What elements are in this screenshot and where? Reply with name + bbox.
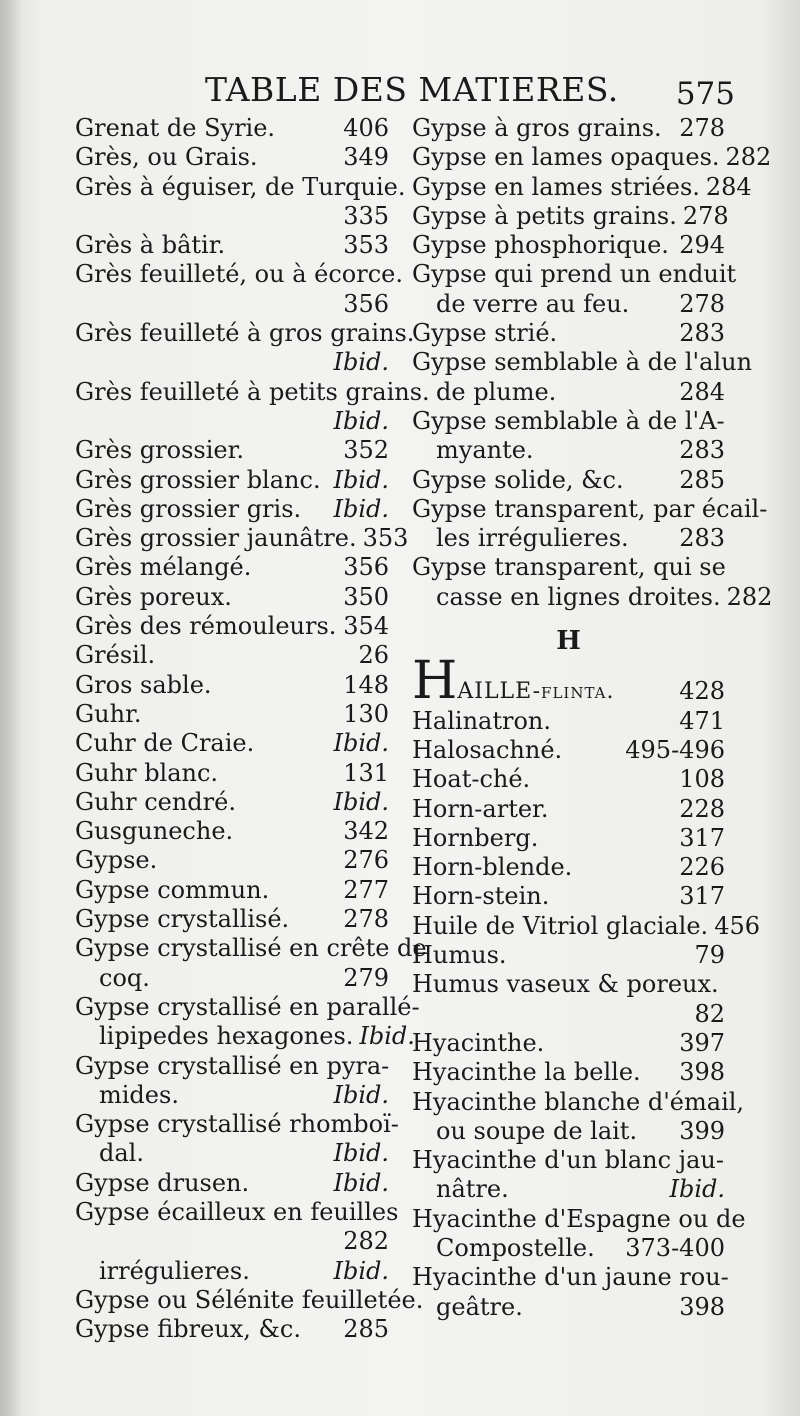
- index-entry-page: 279: [343, 963, 389, 992]
- index-entry-text: Gypse ou Sélénite feuilletée.: [75, 1285, 424, 1314]
- index-entry-text: Grès feuilleté, ou à écorce.: [75, 260, 403, 289]
- index-entry-text: Hornberg.: [412, 823, 539, 852]
- index-entry-page: 131: [343, 758, 389, 787]
- index-entry-text: Grès grossier blanc.: [75, 465, 321, 494]
- index-entry-page: 397: [679, 1028, 725, 1057]
- index-entry-text: Gypse strié.: [412, 319, 558, 348]
- index-entry: [75, 1197, 399, 1227]
- index-entry-page: 282: [726, 582, 773, 611]
- index-entry-page: 353: [362, 524, 409, 553]
- index-entry-text: les irrégulieres.: [436, 524, 629, 553]
- index-entry: [75, 1285, 424, 1315]
- index-entry: [75, 231, 389, 260]
- index-entry-text: Gypse solide, &c.: [412, 465, 624, 494]
- index-entry-text: Humus vaseux & poreux.: [412, 970, 719, 999]
- index-entry-text: Halosachné.: [412, 735, 563, 764]
- index-entry: [75, 934, 427, 963]
- index-entry-page: 284: [679, 377, 725, 406]
- index-entry-text: Guhr.: [75, 699, 142, 728]
- index-entry-page: 277: [343, 875, 389, 904]
- index-entry-page: 284: [705, 172, 752, 201]
- index-entry-text: Gros sable.: [75, 670, 212, 699]
- index-entry-page: Ibid.: [333, 465, 389, 494]
- index-entry: [75, 876, 389, 905]
- index-entry: [412, 1029, 725, 1058]
- index-entry-text: Compostelle.: [436, 1233, 595, 1262]
- index-entry: [412, 407, 725, 436]
- index-entry-page: 428: [679, 677, 725, 706]
- index-entry-page: 294: [679, 231, 725, 260]
- index-entry-page: 406: [343, 114, 389, 142]
- index-entry-text: Gypse écailleux en feuilles: [75, 1197, 399, 1226]
- index-entry-page: 283: [679, 319, 725, 348]
- index-entry: [75, 1081, 389, 1110]
- index-entry: [412, 319, 725, 348]
- index-entry-text: Gypse transparent, par écail-: [412, 494, 768, 523]
- index-entry: [412, 201, 729, 231]
- index-entry: [75, 202, 389, 231]
- index-entry: [75, 1139, 389, 1168]
- index-entry-text: Guhr cendré.: [75, 787, 236, 816]
- index-entries-h: [412, 706, 760, 1322]
- index-entry-text: Gypse transparent, qui se: [412, 553, 726, 582]
- index-entry-text: Gypse fibreux, &c.: [75, 1315, 301, 1344]
- index-entry-text: Hyacinthe la belle.: [412, 1058, 641, 1087]
- index-entry-page: 456: [714, 911, 760, 940]
- index-entry: [412, 795, 725, 824]
- index-entry: [75, 641, 389, 670]
- index-entry-page: 283: [679, 436, 725, 465]
- index-entry-page: 26: [358, 641, 389, 670]
- index-entry: [412, 553, 725, 582]
- index-entry-page: Ibid.: [669, 1175, 725, 1204]
- index-entry: [75, 407, 389, 436]
- index-entry: [412, 970, 725, 999]
- index-entry: [412, 765, 725, 794]
- index-entry-text: Gypse drusen.: [75, 1168, 250, 1197]
- index-entry: [75, 319, 415, 348]
- index-entry-page: 228: [679, 794, 725, 823]
- index-entry-page: 278: [682, 201, 729, 230]
- index-entry-page: 283: [679, 524, 725, 553]
- index-entry-page: 282: [725, 143, 772, 172]
- index-entry-text: Grès feuilleté à petits grains.: [75, 377, 430, 406]
- index-entry-text: Hyacinthe d'un jaune rou-: [412, 1263, 729, 1292]
- index-column-left: [75, 114, 430, 1344]
- index-entry-page: 398: [679, 1292, 725, 1321]
- index-entry-page: Ibid.: [333, 1256, 389, 1285]
- index-entry: [412, 172, 752, 202]
- index-entry: [412, 582, 773, 612]
- index-entry: [75, 1227, 389, 1256]
- index-entry-page: 317: [679, 882, 725, 911]
- index-entry-text: Gypse en lames striées.: [412, 172, 700, 201]
- index-entry: [75, 524, 409, 553]
- index-entry-text: Grès poreux.: [75, 582, 232, 611]
- index-entry-text: geâtre.: [436, 1292, 523, 1321]
- index-entry: [75, 729, 389, 758]
- index-entry: [412, 466, 725, 495]
- index-entry: [75, 172, 406, 202]
- index-entry-page: 356: [343, 289, 389, 318]
- index-entry-text: Gypse crystallisé en crête de: [75, 934, 427, 963]
- index-entry-text: Grès, ou Grais.: [75, 143, 258, 172]
- index-entry-text: Gypse.: [75, 846, 158, 875]
- index-entry: [412, 524, 725, 553]
- index-entry: [412, 1087, 745, 1117]
- index-entry: [412, 114, 725, 143]
- index-entry: [75, 436, 389, 465]
- index-entry-page: 317: [679, 823, 725, 852]
- index-entry-page: 471: [679, 706, 725, 735]
- index-entry-text: Horn-blende.: [412, 853, 573, 882]
- index-entry: [75, 495, 389, 524]
- index-entry: [75, 788, 389, 817]
- index-entry: [75, 1169, 389, 1198]
- index-entry-text: irrégulieres.: [99, 1256, 250, 1285]
- index-entry-page: Ibid.: [333, 787, 389, 816]
- index-entry: [75, 583, 389, 612]
- index-entry: [412, 1175, 725, 1204]
- index-entry: [412, 824, 725, 853]
- index-entry: [412, 260, 737, 289]
- index-entry: [75, 817, 389, 846]
- index-entry: [412, 494, 768, 524]
- index-entry: [412, 1146, 725, 1175]
- index-entry: [412, 1204, 746, 1234]
- index-entry-page: Ibid.: [333, 1080, 389, 1109]
- index-entry: [412, 707, 725, 736]
- index-entry: [75, 1257, 389, 1286]
- index-entry: [412, 1234, 725, 1263]
- index-entry-text: Gypse à petits grains.: [412, 201, 677, 230]
- index-entry-text: Hyacinthe.: [412, 1028, 545, 1057]
- index-entry-page: 353: [343, 231, 389, 260]
- index-entry-text: Gypse à gros grains.: [412, 114, 662, 142]
- index-entry-text: mides.: [99, 1080, 179, 1109]
- index-entry-page: Ibid.: [333, 406, 389, 435]
- index-entry-text: Hyacinthe blanche d'émail,: [412, 1087, 745, 1116]
- index-entry-page: 79: [694, 941, 725, 970]
- index-entry-page: 356: [343, 553, 389, 582]
- index-entry: [75, 964, 389, 993]
- index-entry-page: 342: [343, 817, 389, 846]
- index-entry: [75, 612, 389, 641]
- index-entry-text: de plume.: [436, 377, 557, 406]
- index-entry-text: Gypse crystallisé.: [75, 905, 290, 934]
- index-entry-text: Grès des rémouleurs.: [75, 612, 337, 641]
- index-entry-text: Humus.: [412, 941, 507, 970]
- index-entry: [412, 1000, 725, 1029]
- index-entry: [412, 736, 725, 765]
- page-number: 575: [675, 76, 735, 112]
- index-entry-page: Ibid.: [359, 1022, 415, 1051]
- index-entry-page: 130: [343, 699, 389, 728]
- index-entry-page: 349: [343, 143, 389, 172]
- index-entry-text: Grès grossier jaunâtre.: [75, 524, 357, 553]
- index-entry-text: Gypse commun.: [75, 875, 270, 904]
- index-entry: [75, 290, 389, 319]
- index-entry-text: Huile de Vitriol glaciale.: [412, 911, 709, 940]
- index-entry-page: 82: [694, 999, 725, 1028]
- index-entry: [412, 911, 760, 941]
- index-entry: [75, 348, 389, 377]
- drop-cap-letter: H: [412, 651, 458, 712]
- index-entry-page: 148: [343, 670, 389, 699]
- index-entry-text: dal.: [99, 1139, 144, 1168]
- index-entry-page: 350: [343, 582, 389, 611]
- page-spine-shadow: [0, 0, 22, 1416]
- index-entry-text: Grenat de Syrie.: [75, 114, 276, 142]
- index-entry-page: 399: [679, 1116, 725, 1145]
- index-entry-dropcap: [412, 651, 725, 712]
- index-entry-text: Grès grossier.: [75, 436, 245, 465]
- index-entry: [75, 466, 389, 495]
- index-column-right: [412, 114, 773, 1322]
- index-entry-text: Horn-stein.: [412, 882, 550, 911]
- index-entry-text: Gypse semblable à de l'alun: [412, 348, 753, 377]
- index-entry-text: Gypse en lames opaques.: [412, 143, 720, 172]
- index-entry-page: 276: [343, 846, 389, 875]
- index-entry: [75, 1315, 389, 1344]
- index-entry-text: Guhr blanc.: [75, 758, 219, 787]
- index-entry: [412, 348, 753, 377]
- index-entry: [75, 905, 389, 934]
- drop-cap-word: AILLE-flinta.: [457, 679, 615, 705]
- page-title: TABLE DES MATIERES.: [205, 70, 619, 109]
- index-entry: [412, 290, 725, 319]
- index-entry-text: Halinatron.: [412, 706, 552, 735]
- index-entry-text: de verre au feu.: [436, 289, 630, 318]
- index-entry: [412, 882, 725, 911]
- index-entry-page: 278: [679, 289, 725, 318]
- index-entry-text: ou soupe de lait.: [436, 1116, 638, 1145]
- index-entry-text: Hyacinthe d'un blanc jau-: [412, 1146, 724, 1175]
- section-letter-heading: H: [556, 626, 581, 657]
- index-entry: [75, 700, 389, 729]
- index-entry-text: Gypse phosphorique.: [412, 231, 669, 260]
- index-entry-text: nâtre.: [436, 1175, 509, 1204]
- index-entry: [412, 436, 725, 465]
- index-entry: [412, 941, 725, 970]
- index-entry: [75, 846, 389, 875]
- index-entry: [412, 1117, 725, 1146]
- index-entry-page: 398: [679, 1058, 725, 1087]
- index-entry-text: Gypse crystallisé rhomboï-: [75, 1110, 399, 1139]
- index-entry: [412, 231, 725, 260]
- index-entry: [75, 114, 389, 143]
- index-entry: [75, 143, 389, 172]
- index-entry: [412, 143, 772, 172]
- index-entry-page: 285: [343, 1315, 389, 1344]
- index-entry: [412, 853, 725, 882]
- index-entry-text: myante.: [436, 436, 534, 465]
- index-entry-page: Ibid.: [333, 1139, 389, 1168]
- index-entry-text: Grésil.: [75, 641, 156, 670]
- index-entry-text: Grès mélangé.: [75, 553, 252, 582]
- index-entry-page: Ibid.: [333, 729, 389, 758]
- index-entry-page: 226: [679, 853, 725, 882]
- index-entry: [75, 1052, 389, 1081]
- index-entry-page: 278: [343, 905, 389, 934]
- index-entry-page: 285: [679, 465, 725, 494]
- index-entry-text: lipipedes hexagones.: [99, 1022, 354, 1051]
- index-entry-text: Gypse crystallisé en parallé-: [75, 992, 420, 1021]
- index-entry-page: 373-400: [625, 1233, 725, 1262]
- index-entry: [75, 553, 389, 582]
- index-entry-page: 495-496: [625, 735, 725, 764]
- index-entry: [412, 1263, 729, 1292]
- index-entry-text: Grès grossier gris.: [75, 494, 302, 523]
- index-entry-text: Gypse semblable à de l'A-: [412, 406, 725, 435]
- index-entry-page: 335: [343, 201, 389, 230]
- index-entry-text: Gypse qui prend un enduit: [412, 260, 737, 289]
- index-entry-page: 354: [343, 612, 389, 641]
- index-entry: [412, 1058, 725, 1087]
- index-entry-page: 278: [679, 114, 725, 142]
- index-entry-page: 282: [343, 1227, 389, 1256]
- index-entries-g-continued: [412, 114, 773, 612]
- index-entry: [75, 759, 389, 788]
- index-entry-text: Grès à éguiser, de Turquie.: [75, 172, 406, 201]
- index-entry: [75, 992, 420, 1022]
- index-entry: [75, 377, 430, 407]
- index-entry-page: 352: [343, 436, 389, 465]
- index-entry-page: Ibid.: [333, 1168, 389, 1197]
- index-entry: [75, 671, 389, 700]
- index-entry: [75, 1110, 399, 1139]
- index-entry: [75, 260, 403, 289]
- page-header: [205, 66, 735, 116]
- index-entry: [75, 1022, 415, 1051]
- index-entry-text: casse en lignes droites.: [436, 582, 721, 611]
- index-entry-text: Hyacinthe d'Espagne ou de: [412, 1204, 746, 1233]
- index-entry-text: Grès feuilleté à gros grains.: [75, 319, 415, 348]
- index-entry-text: Gusguneche.: [75, 817, 234, 846]
- index-entry-page: Ibid.: [333, 348, 389, 377]
- index-entry-text: Hoat-ché.: [412, 765, 531, 794]
- index-entry-text: Gypse crystallisé en pyra-: [75, 1051, 390, 1080]
- index-entry-text: Cuhr de Craie.: [75, 729, 255, 758]
- index-entry: [412, 378, 725, 407]
- index-entry-page: Ibid.: [333, 494, 389, 523]
- index-entry: [412, 1293, 725, 1322]
- index-entry-page: 108: [679, 765, 725, 794]
- index-entry-text: coq.: [99, 963, 150, 992]
- index-entry-text: [412, 651, 615, 712]
- index-entry-text: Grès à bâtir.: [75, 231, 226, 260]
- index-entry-text: Horn-arter.: [412, 794, 549, 823]
